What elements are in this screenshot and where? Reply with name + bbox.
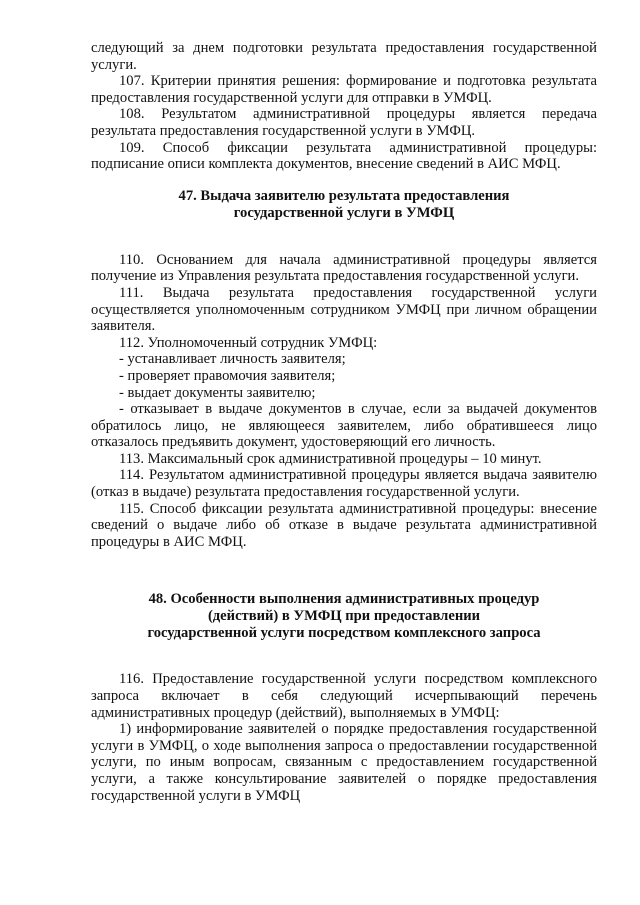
paragraph-114: 114. Результатом административной процедуры является выдача заявителю (отказ в выдаче) результата предоставления государственной услуги. bbox=[91, 467, 597, 501]
paragraph-107: 107. Критерии принятия решения: формирование и подготовка результата предоставления государственной услуги для отправки в УМФЦ. bbox=[91, 73, 597, 106]
paragraph-113: 113. Максимальный срок административной процедуры – 10 минут. bbox=[119, 450, 542, 467]
paragraph-108: 108. Результатом административной процедуры является передача результата предоставления государственной услуги в УМФЦ. bbox=[91, 106, 597, 139]
list-item: - отказывает в выдаче документов в случае, если за выдачей документов обратилось лицо, не являющееся заявителем, либо обратившееся лицо отказалось предъявить документ, удостоверяющий его личность. bbox=[91, 401, 597, 451]
document-page bbox=[91, 40, 597, 804]
section-48-heading-line-1: 48. Особенности выполнения административных процедур bbox=[148, 591, 540, 608]
list-item: - устанавливает личность заявителя; bbox=[119, 351, 346, 368]
section-48-heading-line-2: (действий) в УМФЦ при предоставлении bbox=[207, 608, 481, 625]
paragraph-116-item-1: 1) информирование заявителей о порядке предоставления государственной услуги в УМФЦ, о ходе выполнения запроса о предоставлении государственной услуги, по иным вопросам, связанным с предоставлением государственной услуги, а также консультирование заявителей о порядке предоставления государственной услуги в УМФЦ bbox=[91, 721, 597, 804]
section-48-heading bbox=[91, 591, 597, 642]
paragraph-112: 112. Уполномоченный сотрудник УМФЦ: bbox=[119, 334, 378, 351]
section-47-heading-line-2: государственной услуги в УМФЦ bbox=[233, 204, 455, 221]
paragraph-109: 109. Способ фиксации результата административной процедуры: подписание описи комплекта документов, внесение сведений в АИС МФЦ. bbox=[91, 139, 597, 173]
list-item: - проверяет правомочия заявителя; bbox=[119, 367, 336, 384]
paragraph-115: 115. Способ фиксации результата административной процедуры: внесение сведений о выдаче либо об отказе в выдаче результата административной процедуры в АИС МФЦ. bbox=[91, 500, 597, 550]
paragraph-111: 111. Выдача результата предоставления государственной услуги осуществляется уполномоченным сотрудником УМФЦ при личном обращении заявителя. bbox=[91, 284, 597, 335]
paragraph-116: 116. Предоставление государственной услуги посредством комплексного запроса включает в себя следующий исчерпывающий перечень административных процедур (действий), выполняемых в УМФЦ: bbox=[91, 671, 597, 721]
paragraph-continuation: следующий за днем подготовки результата предоставления государственной услуги. bbox=[91, 40, 597, 73]
list-item: - выдает документы заявителю; bbox=[119, 384, 316, 401]
section-47-heading-line-1: 47. Выдача заявителю результата предоставления bbox=[178, 187, 510, 204]
paragraph-110: 110. Основанием для начала административной процедуры является получение из Управления результата предоставления государственной услуги. bbox=[91, 251, 597, 285]
section-47-heading bbox=[91, 188, 597, 222]
section-48-heading-line-3: государственной услуги посредством комплексного запроса bbox=[147, 625, 541, 642]
